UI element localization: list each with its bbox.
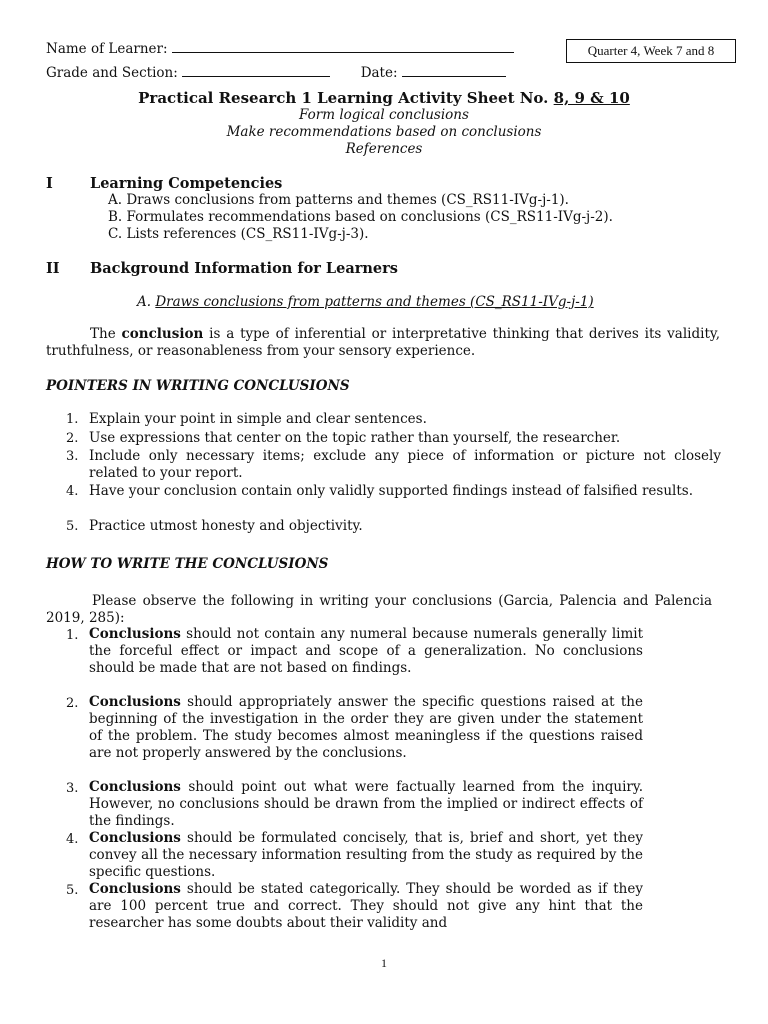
grade-section-blank[interactable] xyxy=(182,64,330,77)
pointer-number-4: 4. xyxy=(66,484,79,499)
howto-item-5-term: Conclusions xyxy=(89,881,181,897)
pointer-item-5: Practice utmost honesty and objectivity. xyxy=(89,518,363,534)
section-1-title: Learning Competencies xyxy=(90,175,283,192)
learner-name-blank[interactable] xyxy=(172,40,514,53)
howto-item-2-text: should appropriately answer the specific questions raised at the beginning of the investigation in the order they are given under the statement of the problem. The study becomes almost meaningless if the questions raised are not properly answered by the conclusions. xyxy=(89,694,643,761)
pointer-item-4: Have your conclusion contain only validly supported findings instead of falsified results. xyxy=(89,483,694,499)
howto-item-1-text: should not contain any numeral because numerals generally limit the forceful effect or impact and scope of a generalization. No conclusions should be made that are not based on findings. xyxy=(89,626,643,676)
pointer-number-3: 3. xyxy=(66,449,79,464)
howto-item-4-term: Conclusions xyxy=(89,830,181,846)
subtitle-1: Form logical conclusions xyxy=(299,107,469,123)
conclusion-definition xyxy=(46,326,720,360)
quarter-week-box: Quarter 4, Week 7 and 8 xyxy=(566,39,736,63)
pointers-heading: POINTERS IN WRITING CONCLUSIONS xyxy=(46,378,350,394)
competency-a-text: Draws conclusions from patterns and themes (CS_RS11-IVg-j-1). xyxy=(126,192,569,208)
learner-name-label: Name of Learner: xyxy=(46,41,168,57)
definition-pre: The xyxy=(90,326,116,342)
competency-a-letter: A. xyxy=(108,192,123,208)
howto-number-4: 4. xyxy=(66,832,79,847)
grade-section-row xyxy=(46,64,506,81)
howto-item-3-text: should point out what were factually learned from the inquiry. However, no conclusions should be drawn from the implied or indirect effects of the findings. xyxy=(89,779,643,829)
grade-section-label: Grade and Section: xyxy=(46,65,178,81)
date-label: Date: xyxy=(360,65,398,81)
subtitle-3: References xyxy=(345,141,423,157)
pointer-item-3: Include only necessary items; exclude any piece of information or picture not closely related to your report. xyxy=(89,448,721,481)
howto-item-4-text: should be formulated concisely, that is, brief and short, yet they convey all the necessary information resulting from the study as required by the specific questions. xyxy=(89,830,643,880)
section-1-heading xyxy=(46,175,282,192)
howto-item-5 xyxy=(89,881,643,932)
howto-number-2: 2. xyxy=(66,696,79,711)
learner-name-row xyxy=(46,40,514,57)
pointer-item-2: Use expressions that center on the topic rather than yourself, the researcher. xyxy=(89,430,621,446)
section-2-subheading xyxy=(137,294,594,310)
date-blank[interactable] xyxy=(402,64,506,77)
howto-item-4 xyxy=(89,830,643,881)
pointer-number-2: 2. xyxy=(66,431,79,446)
sheet-title-numbers: 8, 9 & 10 xyxy=(553,89,630,107)
competency-b-text: Formulates recommendations based on conclusions (CS_RS11-IVg-j-2). xyxy=(126,209,613,225)
pointer-number-5: 5. xyxy=(66,519,79,534)
howto-intro: Please observe the following in writing your conclusions (Garcia, Palencia and Palencia 2019, 285): xyxy=(46,593,712,626)
definition-term: conclusion xyxy=(121,326,204,342)
section-2-sub-text: Draws conclusions from patterns and themes (CS_RS11-IVg-j-1) xyxy=(155,294,594,310)
section-1-roman: I xyxy=(46,175,53,192)
competency-b-letter: B. xyxy=(108,209,123,225)
howto-item-5-text: should be stated categorically. They should be worded as if they are 100 percent true and correct. They should not give any hint that the researcher has some doubts about their validity and xyxy=(89,881,643,931)
howto-item-2 xyxy=(89,694,643,762)
competency-b xyxy=(108,209,613,225)
howto-item-3-term: Conclusions xyxy=(89,779,181,795)
competency-c-letter: C. xyxy=(108,226,123,242)
pointer-number-1: 1. xyxy=(66,412,79,427)
howto-number-5: 5. xyxy=(66,883,79,898)
sheet-title-prefix: Practical Research 1 Learning Activity Sheet No. xyxy=(138,89,549,107)
subtitle-2: Make recommendations based on conclusions xyxy=(226,124,542,140)
sheet-title xyxy=(0,89,768,107)
competency-a xyxy=(108,192,569,208)
howto-item-2-term: Conclusions xyxy=(89,694,181,710)
howto-item-1-term: Conclusions xyxy=(89,626,181,642)
section-2-heading xyxy=(46,260,398,277)
section-2-sub-letter: A. xyxy=(137,294,152,310)
pointer-item-1: Explain your point in simple and clear sentences. xyxy=(89,411,427,427)
definition-rest: is a type of inferential or interpretative thinking that derives its validity, truthfulness, or reasonableness from your sensory experience. xyxy=(46,326,721,359)
howto-number-1: 1. xyxy=(66,628,79,643)
howto-number-3: 3. xyxy=(66,781,79,796)
section-2-title: Background Information for Learners xyxy=(90,260,398,277)
competency-c xyxy=(108,226,369,242)
page-number: 1 xyxy=(381,956,387,970)
section-2-roman: II xyxy=(46,260,60,277)
competency-c-text: Lists references (CS_RS11-IVg-j-3). xyxy=(126,226,369,242)
howto-item-1 xyxy=(89,626,643,677)
howto-heading: HOW TO WRITE THE CONCLUSIONS xyxy=(46,556,329,572)
howto-item-3 xyxy=(89,779,643,830)
